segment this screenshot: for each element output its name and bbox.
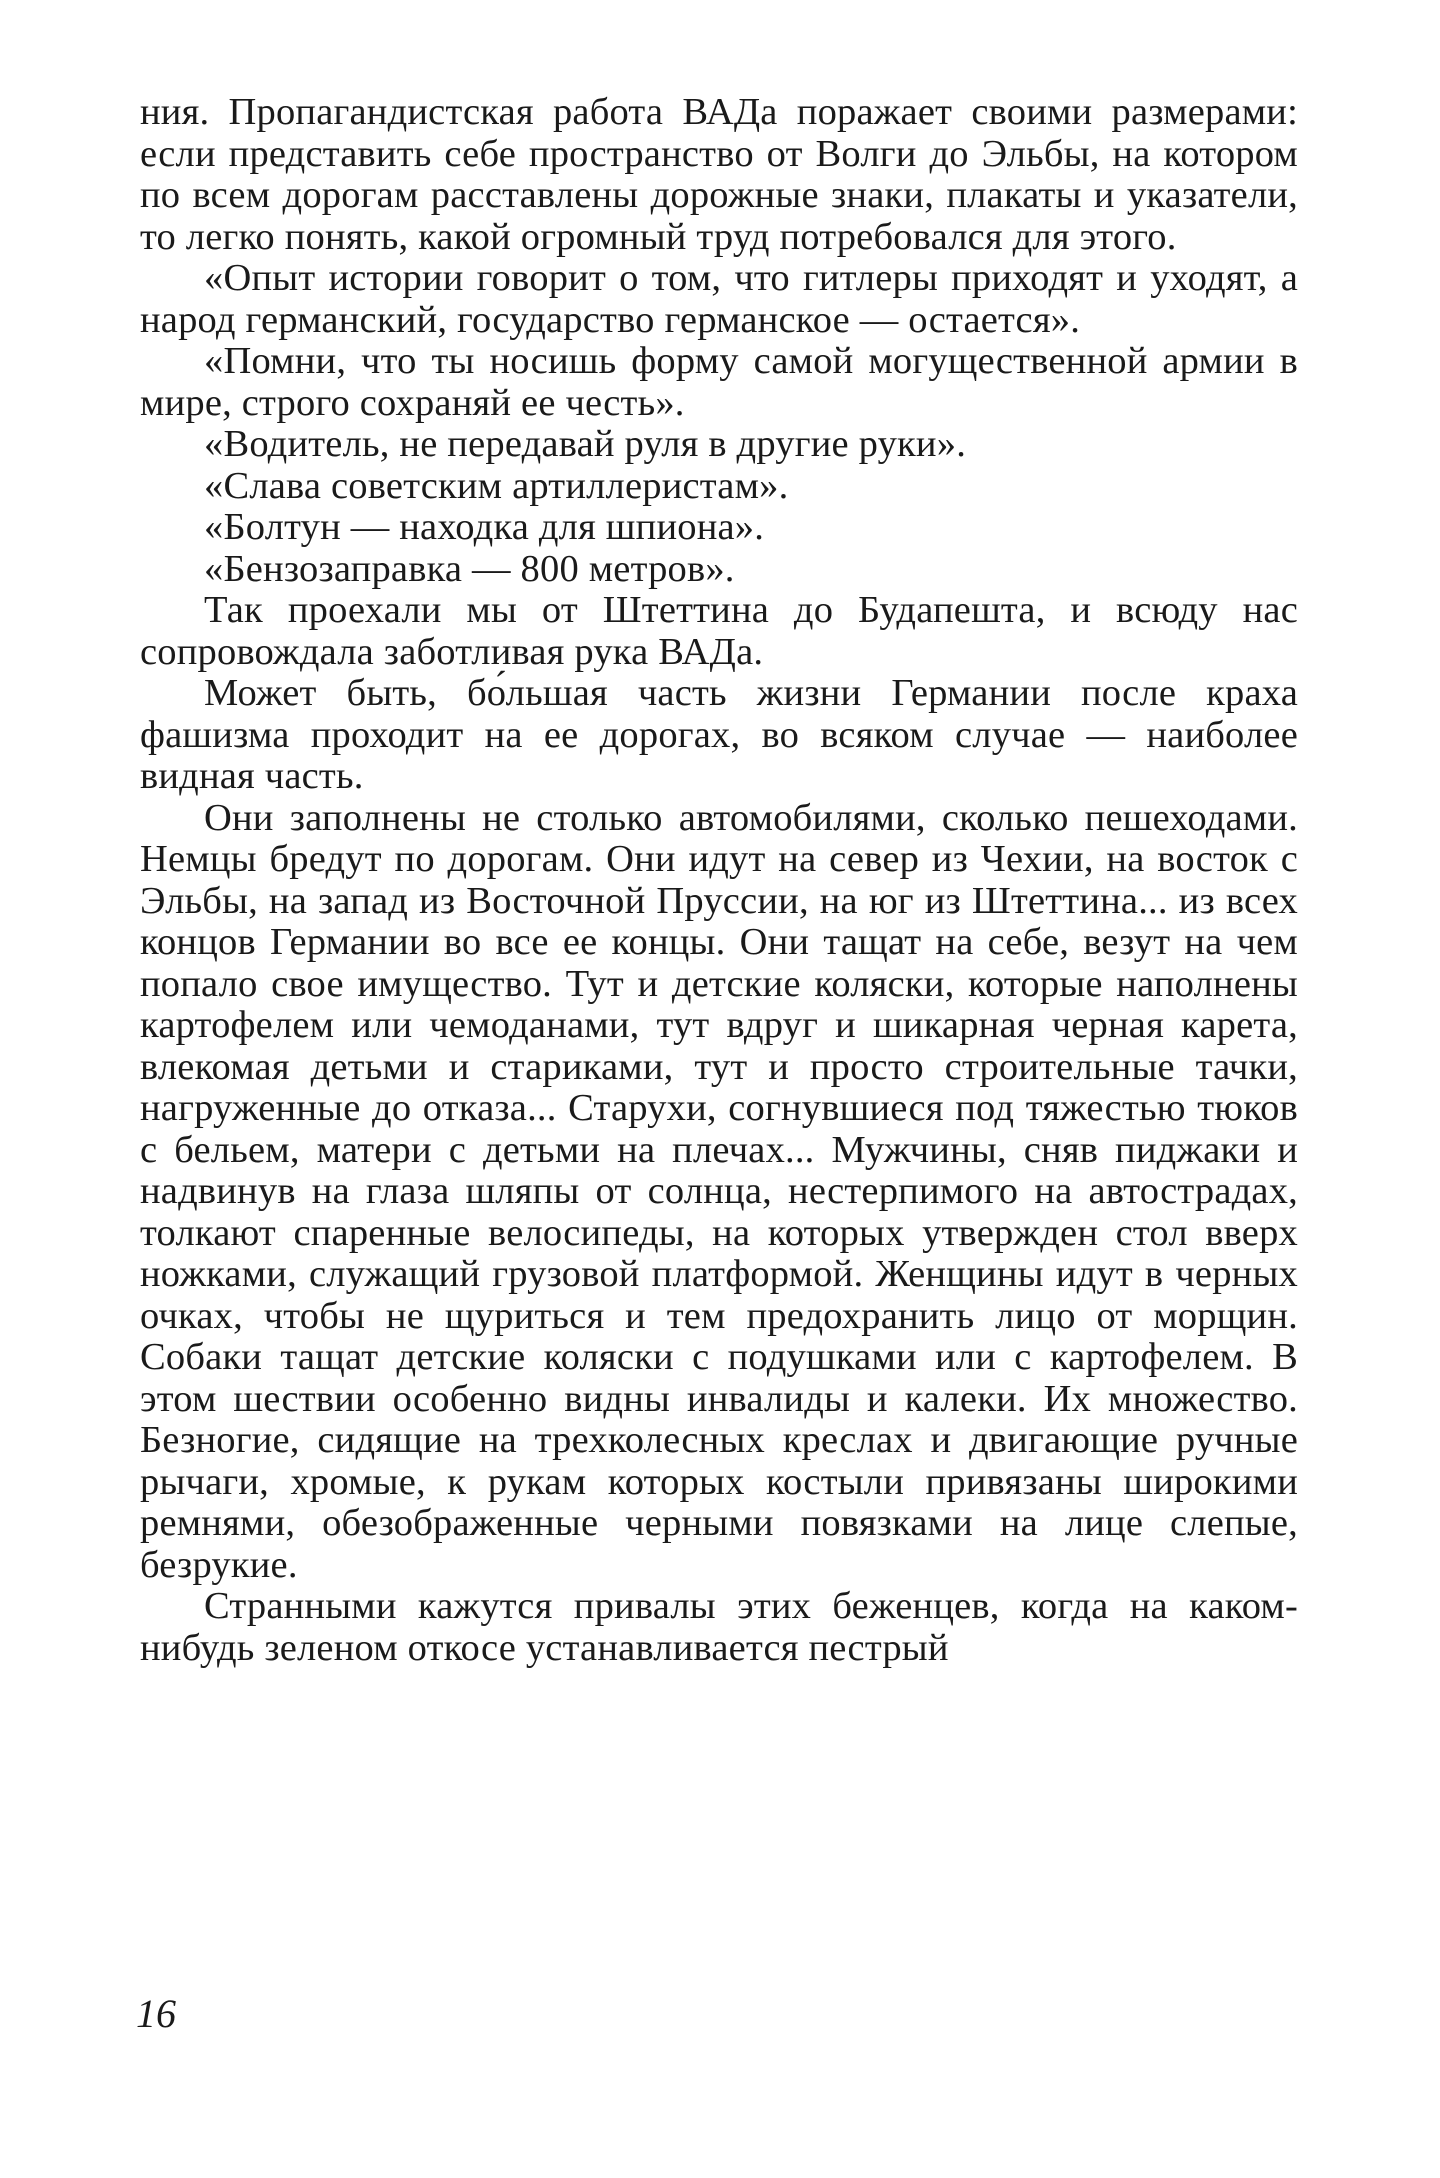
- paragraph-8: Так проехали мы от Штеттина до Будапешта, и всюду нас сопровождала заботливая рука ВАДа.: [140, 589, 1298, 673]
- paragraph-11: Странными кажутся привалы этих беженцев, когда на каком-нибудь зеленом откосе устанавливается пестрый: [140, 1585, 1298, 1669]
- paragraph-2: «Опыт истории говорит о том, что гитлеры приходят и уходят, а народ германский, государство германское — остается».: [140, 257, 1298, 341]
- paragraph-9: Может быть, бо́льшая часть жизни Германии после краха фашизма проходит на ее дорогах, во всяком случае — наиболее видная часть.: [140, 672, 1298, 797]
- paragraph-3: «Помни, что ты носишь форму самой могущественной армии в мире, строго сохраняй ее честь».: [140, 340, 1298, 424]
- page-number: 16: [136, 1991, 176, 2036]
- paragraph-1: ния. Пропагандистская работа ВАДа поражает своими размерами: если представить себе пространство от Волги до Эльбы, на котором по всем дорогам расставлены дорожные знаки, плакаты и указатели, то легко понять, какой огромный труд потребовался для этого.: [140, 91, 1298, 258]
- page-body: [140, 92, 1298, 1669]
- paragraph-10: Они заполнены не столько автомобилями, сколько пешеходами. Немцы бредут по дорогам. Они идут на север из Чехии, на восток с Эльбы, на запад из Восточной Пруссии, на юг из Штеттина... из всех концов Германии во все ее концы. Они тащат на себе, везут на чем попало свое имущество. Тут и детские коляски, которые наполнены картофелем или чемоданами, тут вдруг и шикарная черная карета, влекомая детьми и стариками, тут и просто строительные тачки, нагруженные до отказа... Старухи, согнувшиеся под тяжестью тюков с бельем, матери с детьми на плечах... Мужчины, сняв пиджаки и надвинув на глаза шляпы от солнца, нестерпимого на автострадах, толкают спаренные велосипеды, на которых утвержден стол вверх ножками, служащий грузовой платформой. Женщины идут в черных очках, чтобы не щуриться и тем предохранить лицо от морщин. Собаки тащат детские коляски с подушками или с картофелем. В этом шествии особенно видны инвалиды и калеки. Их множество. Безногие, сидящие на трехколесных креслах и двигающие ручные рычаги, хромые, к рукам которых костыли привязаны широкими ремнями, обезображенные черными повязками на лице слепые, безрукие.: [140, 796, 1298, 1586]
- paragraph-4: «Водитель, не передавай руля в другие руки».: [204, 423, 967, 465]
- paragraph-7: «Бензозаправка — 800 метров».: [204, 547, 735, 590]
- paragraph-5: «Слава советским артиллеристам».: [204, 464, 789, 507]
- paragraph-6: «Болтун — находка для шпиона».: [204, 506, 765, 548]
